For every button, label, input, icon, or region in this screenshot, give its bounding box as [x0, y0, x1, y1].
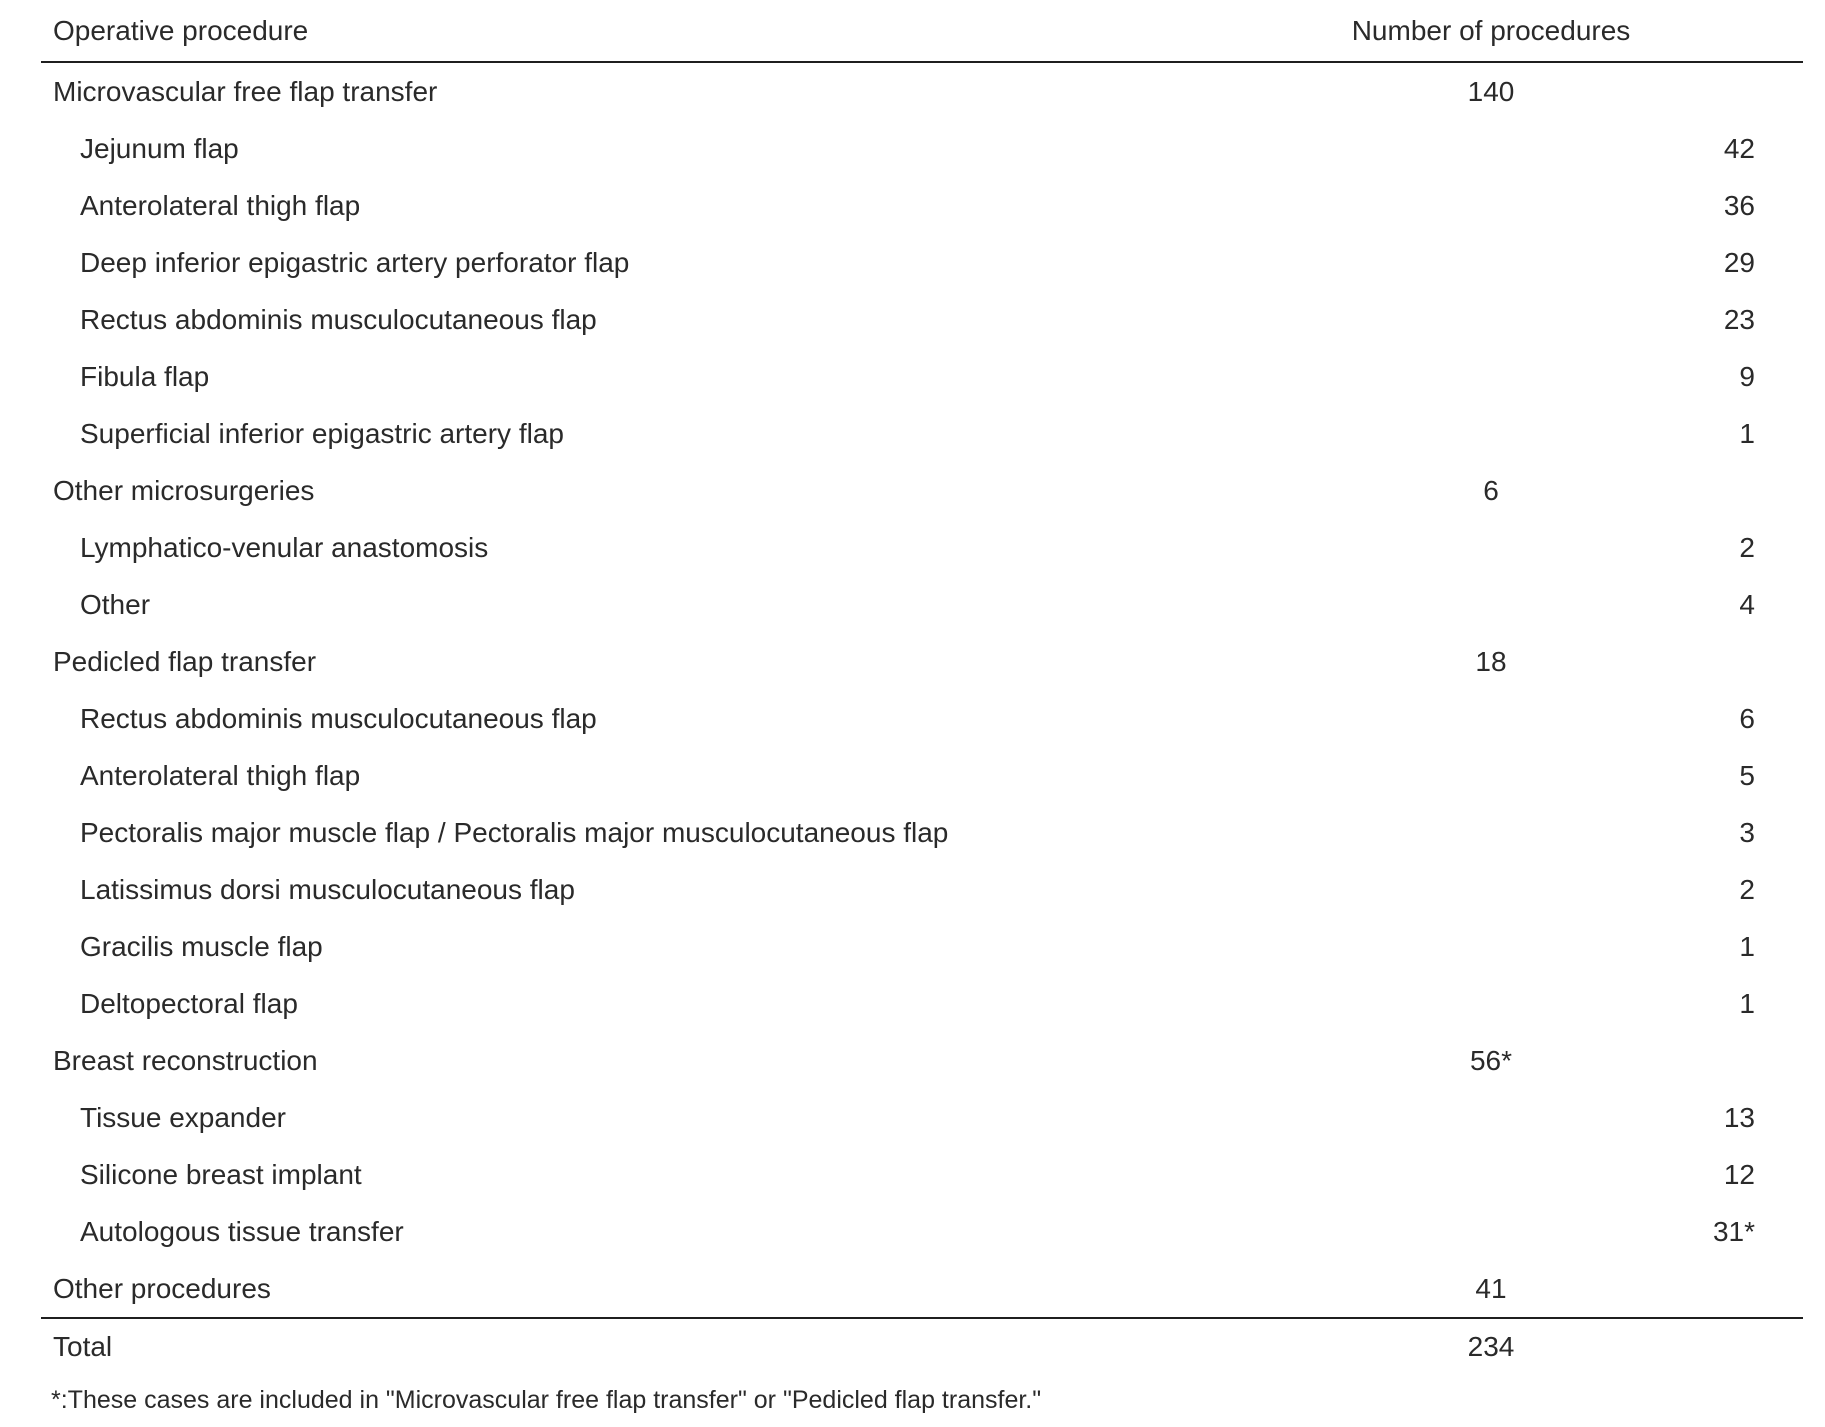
procedure-cell: Pectoralis major muscle flap / Pectoralis major musculocutaneous flap: [80, 816, 949, 848]
procedure-cell: Lymphatico-venular anastomosis: [80, 531, 489, 563]
procedure-cell: Anterolateral thigh flap: [80, 759, 361, 791]
table-row: [41, 918, 1803, 975]
procedure-cell: Pedicled flap transfer: [53, 645, 317, 677]
procedure-cell: Rectus abdominis musculocutaneous flap: [80, 702, 597, 734]
procedure-cell: Tissue expander: [80, 1101, 286, 1133]
table-row: [41, 1146, 1803, 1203]
count-cell-group: 234: [1467, 1330, 1515, 1362]
table-footnote: *:These cases are included in "Microvascular free flap transfer" or "Pedicled flap transfer.": [51, 1386, 1042, 1414]
column-header-operative-procedure: Operative procedure: [53, 14, 309, 46]
table-row: [41, 690, 1803, 747]
procedure-cell: Autologous tissue transfer: [80, 1215, 404, 1247]
table-row: [41, 861, 1803, 918]
table-header-row: [41, 0, 1803, 63]
table-row: [41, 1203, 1803, 1260]
count-cell-group: 41: [1475, 1272, 1507, 1304]
table-row: [41, 975, 1803, 1032]
count-cell-group: 140: [1467, 75, 1515, 107]
table-row: [41, 633, 1803, 690]
table-row: [41, 405, 1803, 462]
table-row: [41, 63, 1803, 120]
procedure-cell: Jejunum flap: [80, 132, 239, 164]
procedure-cell: Superficial inferior epigastric artery flap: [80, 417, 564, 449]
table-row: [41, 177, 1803, 234]
procedure-cell: Fibula flap: [80, 360, 210, 392]
count-cell-sub: 29: [1723, 246, 1755, 278]
count-cell-sub: 3: [1739, 816, 1755, 848]
table-row: [41, 234, 1803, 291]
count-cell-sub: 23: [1723, 303, 1755, 335]
procedure-cell: Other microsurgeries: [53, 474, 315, 506]
table-row: [41, 120, 1803, 177]
procedure-cell: Breast reconstruction: [53, 1044, 318, 1076]
count-cell-sub: 31*: [1712, 1215, 1755, 1247]
count-cell-sub: 1: [1739, 987, 1755, 1019]
count-cell-sub: 9: [1739, 360, 1755, 392]
procedure-cell: Anterolateral thigh flap: [80, 189, 361, 221]
count-cell-sub: 5: [1739, 759, 1755, 791]
procedure-cell: Deltopectoral flap: [80, 987, 298, 1019]
count-cell-group: 18: [1475, 645, 1507, 677]
procedure-cell: Microvascular free flap transfer: [53, 75, 438, 107]
count-cell-sub: 13: [1723, 1101, 1755, 1133]
table-row: [41, 576, 1803, 633]
procedure-cell: Other procedures: [53, 1272, 271, 1304]
count-cell-sub: 36: [1723, 189, 1755, 221]
count-cell-sub: 4: [1739, 588, 1755, 620]
table-row: [41, 804, 1803, 861]
table-row: [41, 1260, 1803, 1317]
table-row: [41, 1317, 1803, 1374]
procedure-cell: Latissimus dorsi musculocutaneous flap: [80, 873, 575, 905]
count-cell-sub: 2: [1739, 873, 1755, 905]
count-cell-sub: 1: [1739, 417, 1755, 449]
count-cell-sub: 1: [1739, 930, 1755, 962]
table-body: [41, 63, 1803, 1374]
procedure-cell: Silicone breast implant: [80, 1158, 362, 1190]
count-cell-group: 6: [1483, 474, 1499, 506]
procedure-cell: Total: [53, 1330, 113, 1362]
column-header-number-of-procedures: Number of procedures: [1351, 14, 1631, 46]
table-row: [41, 1032, 1803, 1089]
count-cell-group: 56*: [1469, 1044, 1513, 1076]
table-row: [41, 348, 1803, 405]
procedure-cell: Gracilis muscle flap: [80, 930, 323, 962]
procedure-cell: Deep inferior epigastric artery perforator flap: [80, 246, 630, 278]
count-cell-sub: 2: [1739, 531, 1755, 563]
table-row: [41, 1089, 1803, 1146]
procedures-table: [41, 0, 1803, 1415]
count-cell-sub: 12: [1723, 1158, 1755, 1190]
table-row: [41, 291, 1803, 348]
table-row: [41, 519, 1803, 576]
procedure-cell: Rectus abdominis musculocutaneous flap: [80, 303, 597, 335]
table-row: [41, 462, 1803, 519]
procedure-cell: Other: [80, 588, 151, 620]
count-cell-sub: 42: [1723, 132, 1755, 164]
count-cell-sub: 6: [1739, 702, 1755, 734]
table-row: [41, 747, 1803, 804]
